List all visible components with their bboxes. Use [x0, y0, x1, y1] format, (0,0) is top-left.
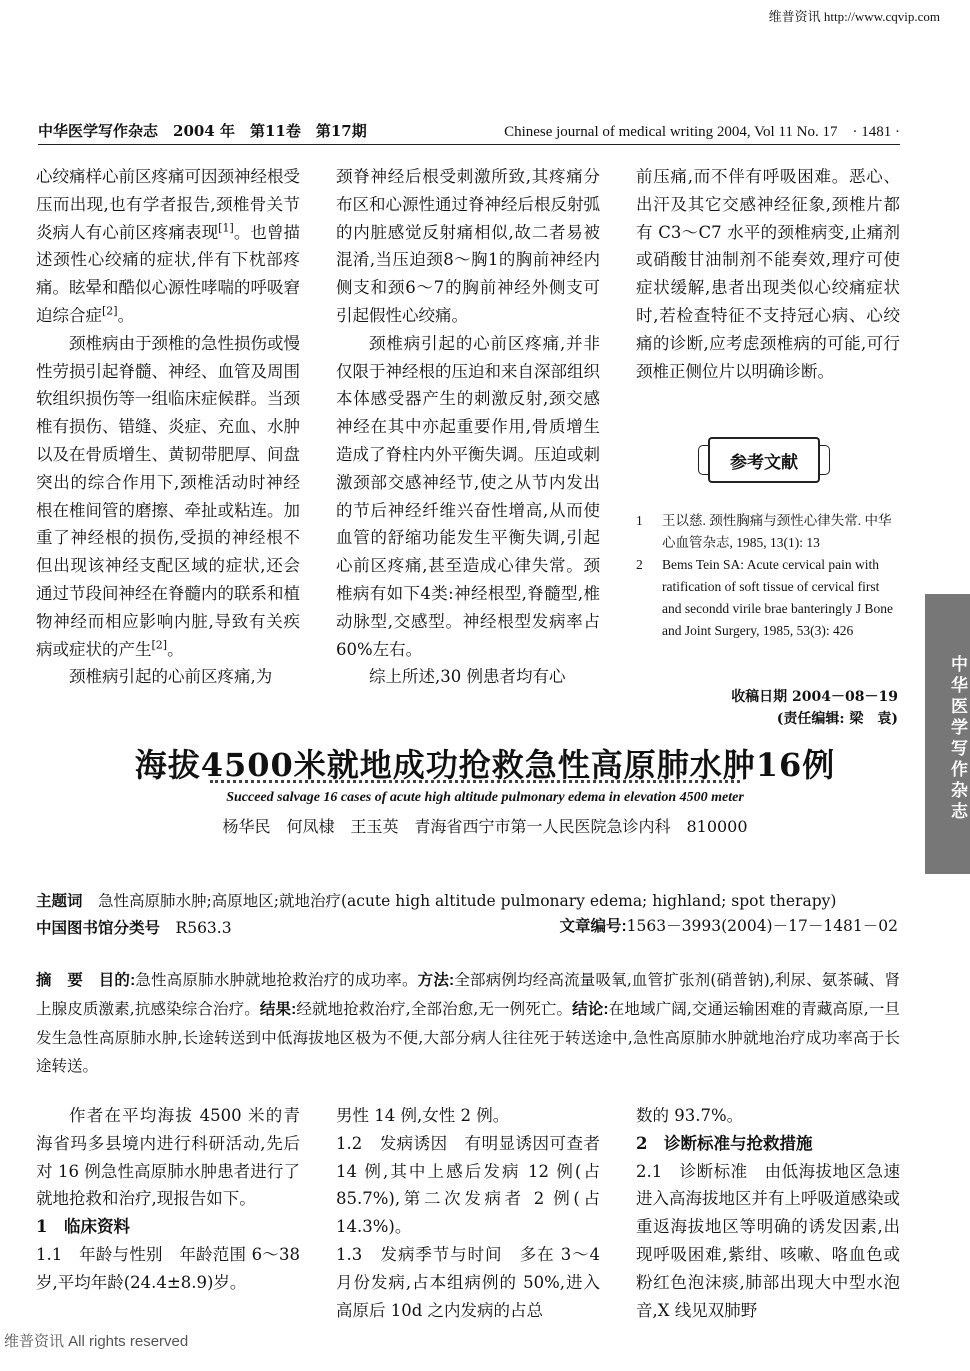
paragraph-text: 。 — [167, 639, 184, 659]
paragraph-text: 。也曾描述颈性心绞痛的症状,伴有下枕部疼痛。眩晕和酷似心源性哮喘的呼吸窘迫综合症 — [36, 222, 301, 325]
responsible-editor: (责任编辑: 梁 袁) — [776, 711, 898, 727]
received-date: 收稿日期 2004－08－19 — [731, 689, 898, 705]
paragraph-text: 前压痛,而不伴有呼吸困难。恶心、出汗及其它交感神经征象,颈椎片都有 C3～C7 水平的颈椎病变,止痛剂或硝酸甘油制剂不能奏效,理疗可使症状缓解,患者出现类似心绞痛症状时,若检查特征不支持冠心病、心绞痛的诊断,应考虑颈椎病的可能,可行颈椎正侧位片以明确诊断。 — [636, 167, 900, 381]
authors-affiliation: 杨华民 何凤棣 王玉英 青海省西宁市第一人民医院急诊内科 810000 — [222, 817, 748, 836]
article-number-label: 文章编号: — [559, 918, 627, 935]
clc-value: R563.3 — [175, 919, 232, 937]
paragraph — [36, 1213, 300, 1241]
abstract-section-label: 目的: — [98, 972, 136, 989]
body-column-1 — [36, 1102, 300, 1297]
paragraph-text: 颈椎病引起的心前区疼痛,并非仅限于神经根的压迫和来自深部组织本体感受器产生的刺激反射,颈交感神经在其中亦起重要作用,骨质增生造成了脊柱内外平衡失调。压迫或刺激颈部交感神经节,使之从节内发出的节后神经纤维兴奋性增高,从而使血管的舒缩功能发生平衡失调,引起心前区疼痛,甚至造成心律失常。颈椎病有如下4类:神经根型,脊髓型,椎动脉型,交感型。神经根型发病率占60%左右。 — [336, 333, 600, 659]
paragraph-text: 1 临床资料 — [36, 1217, 130, 1237]
abstract-section-text: 急性高原肺水肿就地抢救治疗的成功率。 — [135, 971, 418, 989]
abstract-section-text: 全部病例均经高流量吸氧,血管扩张剂(硝普钠),利尿、氨茶碱、肾上腺皮质激素,抗感染综合治疗。 — [36, 971, 900, 1018]
keywords-label: 主题词 — [36, 893, 83, 910]
reference-item — [636, 554, 900, 642]
title-divider — [210, 780, 740, 783]
paragraph-text: 颈椎病引起的心前区疼痛,为 — [69, 667, 273, 687]
paragraph-text: 心绞痛样心前区疼痛可因颈神经根受压而出现,也有学者报告,颈椎骨关节炎病人有心前区疼痛表现 — [36, 167, 300, 242]
paragraph-text: 1.1 年龄与性别 年龄范围 6～38 岁,平均年龄(24.4±8.9)岁。 — [36, 1244, 300, 1292]
paragraph-text: 作者在平均海拔 4500 米的青海省玛多县境内进行科研活动,先后对 16 例急性高原肺水肿患者进行了就地抢救和治疗,现报告如下。 — [36, 1106, 300, 1209]
abstract-label: 摘 要 — [36, 972, 99, 989]
paragraph — [36, 663, 300, 691]
paragraph — [336, 163, 600, 330]
paragraph — [336, 1130, 600, 1241]
abstract-section-label: 结果: — [259, 1001, 297, 1018]
paragraph-text: 1.2 发病诱因 有明显诱因可查者 14 例,其中上感后发病 12 例(占 85.7%),第二次发病者 2 例(占 14.3%)。 — [336, 1133, 600, 1237]
citation-mark: [2] — [151, 638, 168, 652]
paragraph — [336, 330, 600, 664]
abstract-section-text: 经就地抢救治疗,全部治愈,无一例死亡。 — [296, 1000, 573, 1018]
citation-mark: [1] — [218, 221, 234, 235]
paragraph — [36, 1102, 300, 1213]
references-heading: 参考文献 — [708, 437, 820, 483]
reference-text: Bems Tein SA: Acute cervical pain with ratification of soft tissue of cervical first and secondd virile brae banteringly J Bone and Joint Surgery, 1985, 53(3): 426 — [662, 557, 893, 638]
received-info — [731, 686, 898, 730]
abstract-section-text: 在地域广阔,交通运输困难的青藏高原,一旦发生急性高原肺水肿,长途转送到中低海拔地区极为不便,大部分病人往往死于转送途中,急性高原肺水肿就地治疗成功率高于长途转送。 — [36, 1000, 900, 1075]
article-title-en: Succeed salvage 16 cases of acute high altitude pulmonary edema in elevation 4500 meter — [226, 790, 744, 805]
paragraph-text: 数的 93.7%。 — [636, 1106, 744, 1125]
paragraph-text: 1.3 发病季节与时间 多在 3～4 月份发病,占本组病例的 50%,进入高原后 10d 之内发病的占总 — [336, 1244, 600, 1320]
paragraph-text: 2 诊断标准与抢救措施 — [636, 1133, 813, 1153]
paragraph — [336, 663, 600, 691]
abstract-section-label: 结论: — [572, 1001, 609, 1018]
clc-label: 中国图书馆分类号 — [36, 920, 161, 937]
references-list — [636, 510, 900, 642]
citation-mark: [2] — [102, 304, 118, 318]
abstract-section-label: 方法: — [417, 972, 455, 989]
reference-number: 1 — [636, 513, 643, 528]
keywords-text: 急性高原肺水肿;高原地区;就地治疗(acute high altitude pulmonary edema; highland; spot therapy) — [98, 892, 837, 910]
article-number-value: 1563－3993(2004)－17－1481－02 — [626, 917, 898, 935]
reference-number: 2 — [636, 557, 643, 572]
paragraph — [636, 1158, 900, 1325]
paragraph — [36, 163, 300, 330]
paragraph — [36, 1241, 300, 1297]
side-journal-tab: 中华医学写作杂志 — [925, 594, 970, 874]
site-watermark-url: 维普资讯 http://www.cqvip.com — [768, 9, 940, 24]
abstract — [36, 966, 900, 1080]
paragraph — [336, 1102, 600, 1130]
paragraph-text: 颈脊神经后根受刺激所致,其疼痛分布区和心源性通过脊神经后根反射弧的内脏感觉反射痛相似,故二者易被混淆,当压迫颈8～胸1的胸前神经内侧支和颈6～7的胸前神经外侧支可引起假性心绞痛。 — [336, 167, 600, 325]
paragraph — [636, 1102, 900, 1130]
body-column-2 — [336, 1102, 600, 1324]
footer-copyright: 维普资讯 All rights reserved — [4, 1333, 189, 1350]
top-column-3 — [636, 163, 900, 385]
paragraph — [636, 1130, 900, 1158]
top-column-1 — [36, 163, 300, 691]
article-number — [560, 914, 899, 936]
article-title: 海拔4500米就地成功抢救急性高原肺水肿16例 — [134, 746, 836, 784]
header-journal-cn: 中华医学写作杂志 2004 年 第11卷 第17期 — [38, 122, 367, 140]
reference-text: 王以慈. 颈性胸痛与颈性心律失常. 中华心血管杂志, 1985, 13(1): 13 — [662, 513, 892, 550]
paragraph — [636, 163, 900, 385]
running-header — [38, 118, 900, 145]
paragraph-text: 综上所述,30 例患者均有心 — [369, 667, 566, 687]
paragraph — [336, 1241, 600, 1324]
paragraph-text: 男性 14 例,女性 2 例。 — [336, 1106, 510, 1125]
paragraph-text: 。 — [117, 305, 135, 325]
reference-item — [636, 510, 900, 554]
paragraph — [36, 330, 300, 664]
body-column-3 — [636, 1102, 900, 1324]
paragraph-text: 颈椎病由于颈椎的急性损伤或慢性劳损引起脊髓、神经、血管及周围软组织损伤等一组临床症候群。当颈椎有损伤、错缝、炎症、充血、水肿以及在骨质增生、黄韧带肥厚、间盘突出的综合作用下,颈椎活动时神经根在椎间管的磨擦、牵扯或粘连。加重了神经根的损伤,受损的神经根不但出现该神经支配区域的症状,还会通过节段间神经在脊髓内的联系和植物神经而相应影响内脏,导致有关疾病或症状的产生 — [36, 333, 300, 659]
top-column-2 — [336, 163, 600, 691]
header-journal-en: Chinese journal of medical writing 2004, Vol 11 No. 17 · 1481 · — [504, 124, 900, 140]
paragraph-text: 2.1 诊断标准 由低海拔地区急速进入高海拔地区并有上呼吸道感染或重返海拔地区等明确的诱发因素,出现呼吸困难,紫绀、咳嗽、咯血色或粉红色泡沫痰,肺部出现大中型水泡音,X 线见双肺野 — [636, 1161, 900, 1320]
